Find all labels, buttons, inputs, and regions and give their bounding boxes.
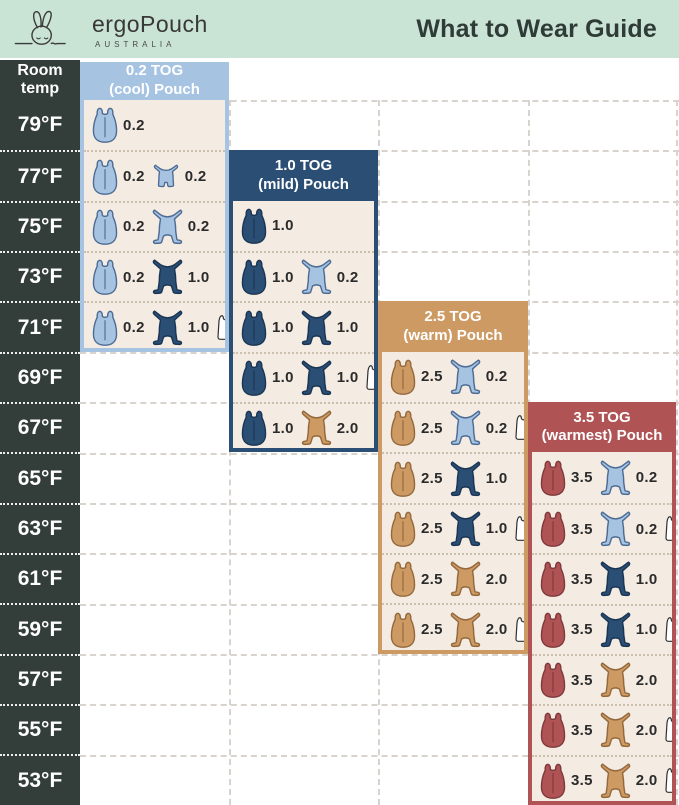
onesie-icon	[151, 310, 184, 346]
tog-value: 2.0	[635, 671, 658, 689]
pouch-icon	[389, 559, 417, 599]
bunny-icon	[14, 3, 90, 55]
singlet-icon	[514, 615, 528, 645]
pouch-icon	[539, 509, 567, 549]
temp-label: 77°F	[0, 150, 80, 200]
tog-value: 2.0	[336, 419, 359, 437]
tog-title-line1: 3.5 TOG	[573, 408, 631, 426]
tog-value: 0.2	[123, 218, 145, 236]
tog-title-line2: (cool) Pouch	[109, 81, 200, 98]
temp-label: 71°F	[0, 301, 80, 351]
guide-cell-75F	[233, 201, 374, 251]
guide-cell-69F	[233, 352, 374, 402]
tog-value: 1.0	[635, 570, 658, 588]
pouch-icon	[539, 458, 567, 498]
tog-value: 2.0	[485, 570, 508, 588]
brand-country: AUSTRALIA	[95, 40, 176, 49]
tog-column-header	[378, 301, 528, 351]
guide-cell-65F	[382, 452, 524, 502]
tog-title-line1: 2.5 TOG	[424, 307, 482, 325]
tog-value: 2.5	[421, 419, 443, 437]
tog-value: 1.0	[272, 217, 294, 235]
pouch-icon	[539, 710, 567, 750]
temp-label: 69°F	[0, 352, 80, 402]
guide-cell-57F	[532, 654, 672, 704]
onesie-icon	[300, 259, 333, 295]
tog-value: 1.0	[272, 268, 294, 286]
brand-wordmark	[92, 11, 208, 49]
romper-icon	[151, 163, 181, 190]
pouch-icon	[539, 761, 567, 801]
guide-cell-59F	[382, 603, 524, 653]
pouch-icon	[91, 308, 119, 348]
guide-cell-67F	[233, 402, 374, 452]
tog-value: 0.2	[123, 168, 145, 186]
tog-value: 1.0	[272, 369, 294, 387]
singlet-icon	[514, 514, 528, 544]
tog-value: 0.2	[123, 116, 145, 134]
tog-title-line1: 0.2 TOG	[125, 62, 184, 80]
tog-column-header	[528, 402, 676, 452]
singlet-icon	[664, 766, 676, 796]
tog-title-line1: 1.0 TOG	[274, 156, 333, 174]
tog-column-0.2	[80, 62, 229, 352]
guide-cell-73F	[84, 251, 225, 301]
temp-label: 59°F	[0, 603, 80, 653]
onesie-icon	[599, 712, 632, 748]
tog-value: 2.0	[485, 621, 508, 639]
tog-column-body	[80, 100, 229, 352]
tog-value: 2.5	[421, 621, 443, 639]
singlet-icon	[216, 313, 229, 343]
onesie-icon	[599, 662, 632, 698]
tog-value: 2.0	[635, 721, 658, 739]
singlet-icon	[664, 615, 676, 645]
pouch-icon	[389, 610, 417, 650]
tog-column-header	[80, 62, 229, 100]
tog-value: 3.5	[571, 772, 593, 790]
tog-value: 3.5	[571, 721, 593, 739]
tog-value: 1.0	[336, 319, 359, 337]
guide-cell-53F	[532, 755, 672, 805]
singlet-icon	[365, 363, 378, 393]
guide-cell-75F	[84, 201, 225, 251]
onesie-icon	[599, 763, 632, 799]
guide-cell-73F	[233, 251, 374, 301]
onesie-icon	[449, 561, 482, 597]
tog-column-1.0	[229, 150, 378, 452]
pouch-icon	[91, 207, 119, 247]
onesie-icon	[300, 360, 333, 396]
tog-value: 1.0	[187, 268, 210, 286]
tog-title-line2: (warm) Pouch	[403, 326, 503, 344]
pouch-icon	[539, 660, 567, 700]
temp-label: 63°F	[0, 503, 80, 553]
pouch-icon	[240, 358, 268, 398]
guide-cell-79F	[84, 100, 225, 150]
room-temp-column	[0, 60, 80, 805]
singlet-icon	[514, 413, 528, 443]
tog-value: 3.5	[571, 621, 593, 639]
onesie-icon	[300, 410, 333, 446]
temp-label: 61°F	[0, 553, 80, 603]
guide-cell-69F	[382, 352, 524, 402]
tog-value: 0.2	[635, 520, 658, 538]
onesie-icon	[599, 561, 632, 597]
temp-label: 65°F	[0, 452, 80, 502]
onesie-icon	[449, 461, 482, 497]
brand-name: ergoPouch	[92, 11, 208, 37]
onesie-icon	[300, 310, 333, 346]
guide-cell-67F	[382, 402, 524, 452]
room-temp-header-line1: Room	[17, 62, 63, 80]
tog-value: 1.0	[485, 470, 508, 488]
pouch-icon	[240, 206, 268, 246]
ergopouch-logo	[14, 3, 208, 55]
tog-value: 0.2	[123, 319, 145, 337]
tog-value: 1.0	[187, 319, 210, 337]
onesie-icon	[449, 359, 482, 395]
grid-line	[676, 100, 678, 805]
tog-value: 0.2	[187, 218, 210, 236]
tog-column-2.5	[378, 301, 528, 654]
pouch-icon	[240, 408, 268, 448]
tog-value: 2.0	[635, 772, 658, 790]
onesie-icon	[151, 209, 184, 245]
tog-value: 0.2	[123, 268, 145, 286]
pouch-icon	[539, 610, 567, 650]
guide-cell-71F	[84, 301, 225, 351]
onesie-icon	[151, 259, 184, 295]
guide-cell-71F	[233, 301, 374, 351]
onesie-icon	[449, 612, 482, 648]
pouch-icon	[91, 157, 119, 197]
tog-value: 1.0	[485, 520, 508, 538]
tog-title-line2: (warmest) Pouch	[541, 427, 663, 445]
tog-value: 2.5	[421, 570, 443, 588]
temp-label: 79°F	[17, 113, 63, 137]
temp-label: 73°F	[0, 251, 80, 301]
pouch-icon	[389, 408, 417, 448]
tog-column-3.5	[528, 402, 676, 805]
temp-label: 57°F	[0, 654, 80, 704]
tog-value: 1.0	[272, 419, 294, 437]
tog-value: 3.5	[571, 469, 593, 487]
tog-column-body	[229, 201, 378, 453]
singlet-icon	[664, 514, 676, 544]
room-temp-header	[0, 60, 80, 100]
tog-value: 2.5	[421, 520, 443, 538]
temp-label: 75°F	[0, 201, 80, 251]
pouch-icon	[91, 257, 119, 297]
tog-column-header	[229, 150, 378, 200]
tog-value: 2.5	[421, 470, 443, 488]
page-title: What to Wear Guide	[416, 14, 657, 43]
onesie-icon	[599, 511, 632, 547]
pouch-icon	[91, 105, 119, 145]
pouch-icon	[389, 357, 417, 397]
tog-column-body	[528, 452, 676, 805]
guide-cell-63F	[382, 503, 524, 553]
pouch-icon	[240, 257, 268, 297]
onesie-icon	[449, 410, 482, 446]
tog-value: 1.0	[272, 319, 294, 337]
tog-value: 3.5	[571, 671, 593, 689]
onesie-icon	[449, 511, 482, 547]
tog-value: 3.5	[571, 520, 593, 538]
tog-value: 2.5	[421, 368, 443, 386]
tog-value: 0.2	[336, 268, 359, 286]
guide-cell-65F	[532, 452, 672, 502]
guide-cell-63F	[532, 503, 672, 553]
tog-title-line2: (mild) Pouch	[258, 175, 349, 193]
guide-cell-55F	[532, 704, 672, 754]
pouch-icon	[389, 459, 417, 499]
singlet-icon	[664, 715, 676, 745]
room-temp-header-line2: temp	[20, 80, 60, 97]
onesie-icon	[599, 460, 632, 496]
pouch-icon	[389, 509, 417, 549]
tog-value: 3.5	[571, 570, 593, 588]
temp-label: 55°F	[0, 704, 80, 754]
tog-value: 0.2	[635, 469, 658, 487]
header-bar	[0, 0, 679, 58]
tog-value: 1.0	[336, 369, 359, 387]
guide-cell-59F	[532, 604, 672, 654]
tog-value: 0.2	[485, 419, 508, 437]
guide-cell-77F	[84, 150, 225, 200]
pouch-icon	[240, 308, 268, 348]
guide-cell-61F	[382, 553, 524, 603]
temp-label: 67°F	[0, 402, 80, 452]
tog-value: 0.2	[485, 368, 508, 386]
tog-column-body	[378, 352, 528, 654]
temp-label: 53°F	[0, 754, 80, 804]
tog-value: 0.2	[184, 168, 207, 186]
tog-value: 1.0	[635, 621, 658, 639]
pouch-icon	[539, 559, 567, 599]
guide-cell-61F	[532, 553, 672, 603]
onesie-icon	[599, 612, 632, 648]
